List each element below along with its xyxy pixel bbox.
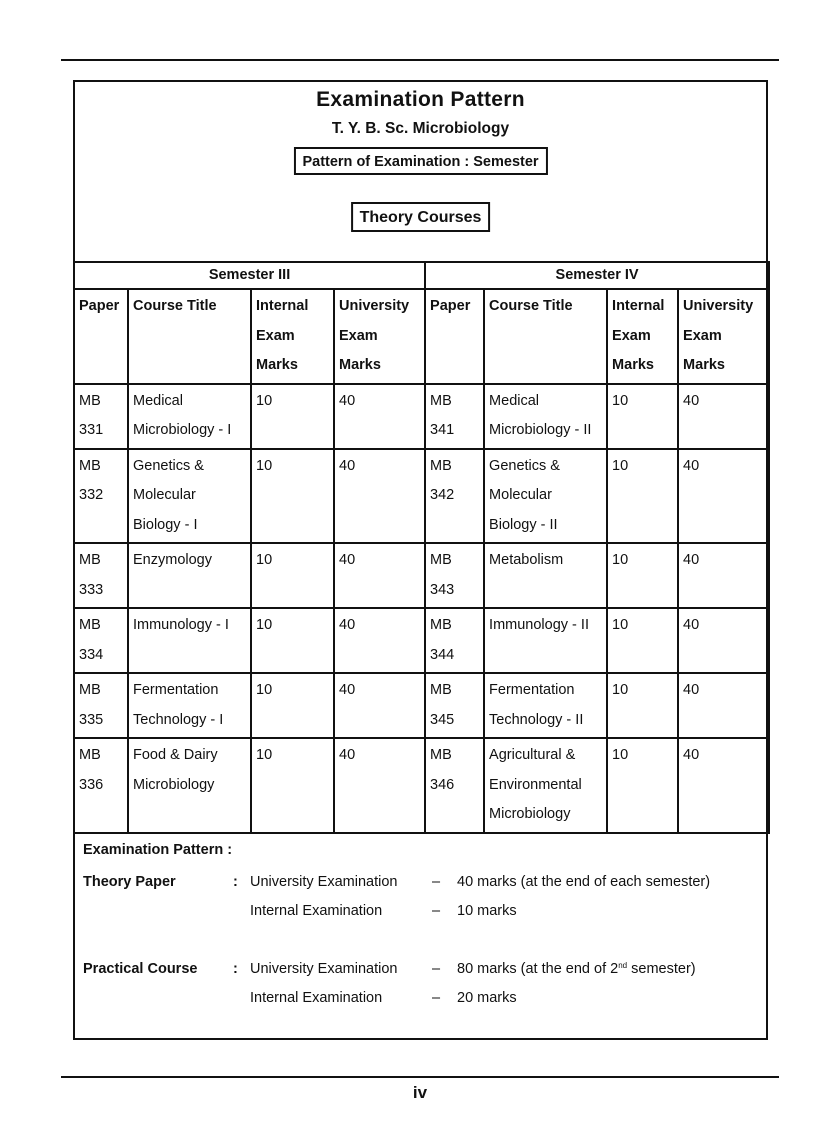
paper-code: MB 341 [425,384,484,449]
university-marks: 40 [334,738,425,833]
university-marks: 40 [678,449,769,544]
table-row [74,384,769,449]
paper-code: MB 345 [425,673,484,738]
col-internal: Internal Exam Marks [607,289,678,384]
course-title: Fermentation Technology - II [484,673,607,738]
semester-iii-header: Semester III [74,262,425,289]
colon: : [233,961,238,977]
table-row [74,608,769,673]
paper-code: MB 344 [425,608,484,673]
courses-table [73,261,770,834]
dash: – [432,874,441,890]
course-title: Agricultural & Environmental Microbiology [484,738,607,833]
university-marks: 40 [334,449,425,544]
course-title: Genetics & Molecular Biology - I [128,449,251,544]
university-marks: 40 [334,673,425,738]
university-exam-value: 80 marks (at the end of 2nd semester) [457,961,696,977]
university-marks: 40 [334,543,425,608]
dash: – [432,990,441,1006]
dash: – [432,961,441,977]
internal-marks: 10 [607,608,678,673]
university-marks: 40 [678,738,769,833]
university-exam-value: 40 marks (at the end of each semester) [457,874,711,890]
col-university: University Exam Marks [678,289,769,384]
internal-marks: 10 [251,384,334,449]
university-marks: 40 [678,608,769,673]
university-marks: 40 [334,384,425,449]
table-row [74,673,769,738]
col-paper: Paper [74,289,128,384]
table-row [74,543,769,608]
internal-marks: 10 [251,449,334,544]
notes-heading: Examination Pattern : [83,842,233,858]
paper-code: MB 346 [425,738,484,833]
university-marks: 40 [678,384,769,449]
internal-exam-value: 20 marks [457,990,517,1006]
col-university: University Exam Marks [334,289,425,384]
university-exam-label: University Examination [250,961,398,977]
course-title: Genetics & Molecular Biology - II [484,449,607,544]
university-marks: 40 [678,543,769,608]
exam-pattern-frame [73,80,768,1040]
course-title: Food & Dairy Microbiology [128,738,251,833]
page-title: Examination Pattern [316,88,525,111]
practical-course-label: Practical Course [83,961,198,977]
internal-exam-label: Internal Examination [250,990,383,1006]
theory-paper-label: Theory Paper [83,874,176,890]
top-rule [61,59,779,61]
internal-marks: 10 [607,673,678,738]
paper-code: MB 331 [74,384,128,449]
internal-marks: 10 [251,543,334,608]
course-title: Enzymology [128,543,251,608]
bottom-rule [61,1076,779,1078]
page-number: iv [412,1083,428,1102]
col-course-title: Course Title [484,289,607,384]
internal-marks: 10 [607,543,678,608]
table-row [74,449,769,544]
university-marks: 40 [678,673,769,738]
university-exam-label: University Examination [250,874,398,890]
paper-code: MB 334 [74,608,128,673]
course-title: Fermentation Technology - I [128,673,251,738]
col-paper: Paper [425,289,484,384]
course-title: Medical Microbiology - I [128,384,251,449]
course-title: Immunology - I [128,608,251,673]
internal-exam-label: Internal Examination [250,903,383,919]
university-marks: 40 [334,608,425,673]
table-row [74,738,769,833]
internal-marks: 10 [607,738,678,833]
paper-code: MB 336 [74,738,128,833]
pattern-label-box: Pattern of Examination : Semester [293,147,547,175]
paper-code: MB 333 [74,543,128,608]
paper-code: MB 332 [74,449,128,544]
course-title: Medical Microbiology - II [484,384,607,449]
internal-marks: 10 [607,449,678,544]
internal-exam-value: 10 marks [457,903,517,919]
dash: – [432,903,441,919]
internal-marks: 10 [251,673,334,738]
semester-iv-header: Semester IV [425,262,769,289]
page-subtitle: T. Y. B. Sc. Microbiology [331,120,510,137]
internal-marks: 10 [251,738,334,833]
section-label-box: Theory Courses [351,202,491,232]
col-course-title: Course Title [128,289,251,384]
internal-marks: 10 [607,384,678,449]
paper-code: MB 335 [74,673,128,738]
course-title: Metabolism [484,543,607,608]
paper-code: MB 342 [425,449,484,544]
paper-code: MB 343 [425,543,484,608]
col-internal: Internal Exam Marks [251,289,334,384]
course-title: Immunology - II [484,608,607,673]
internal-marks: 10 [251,608,334,673]
colon: : [233,874,238,890]
